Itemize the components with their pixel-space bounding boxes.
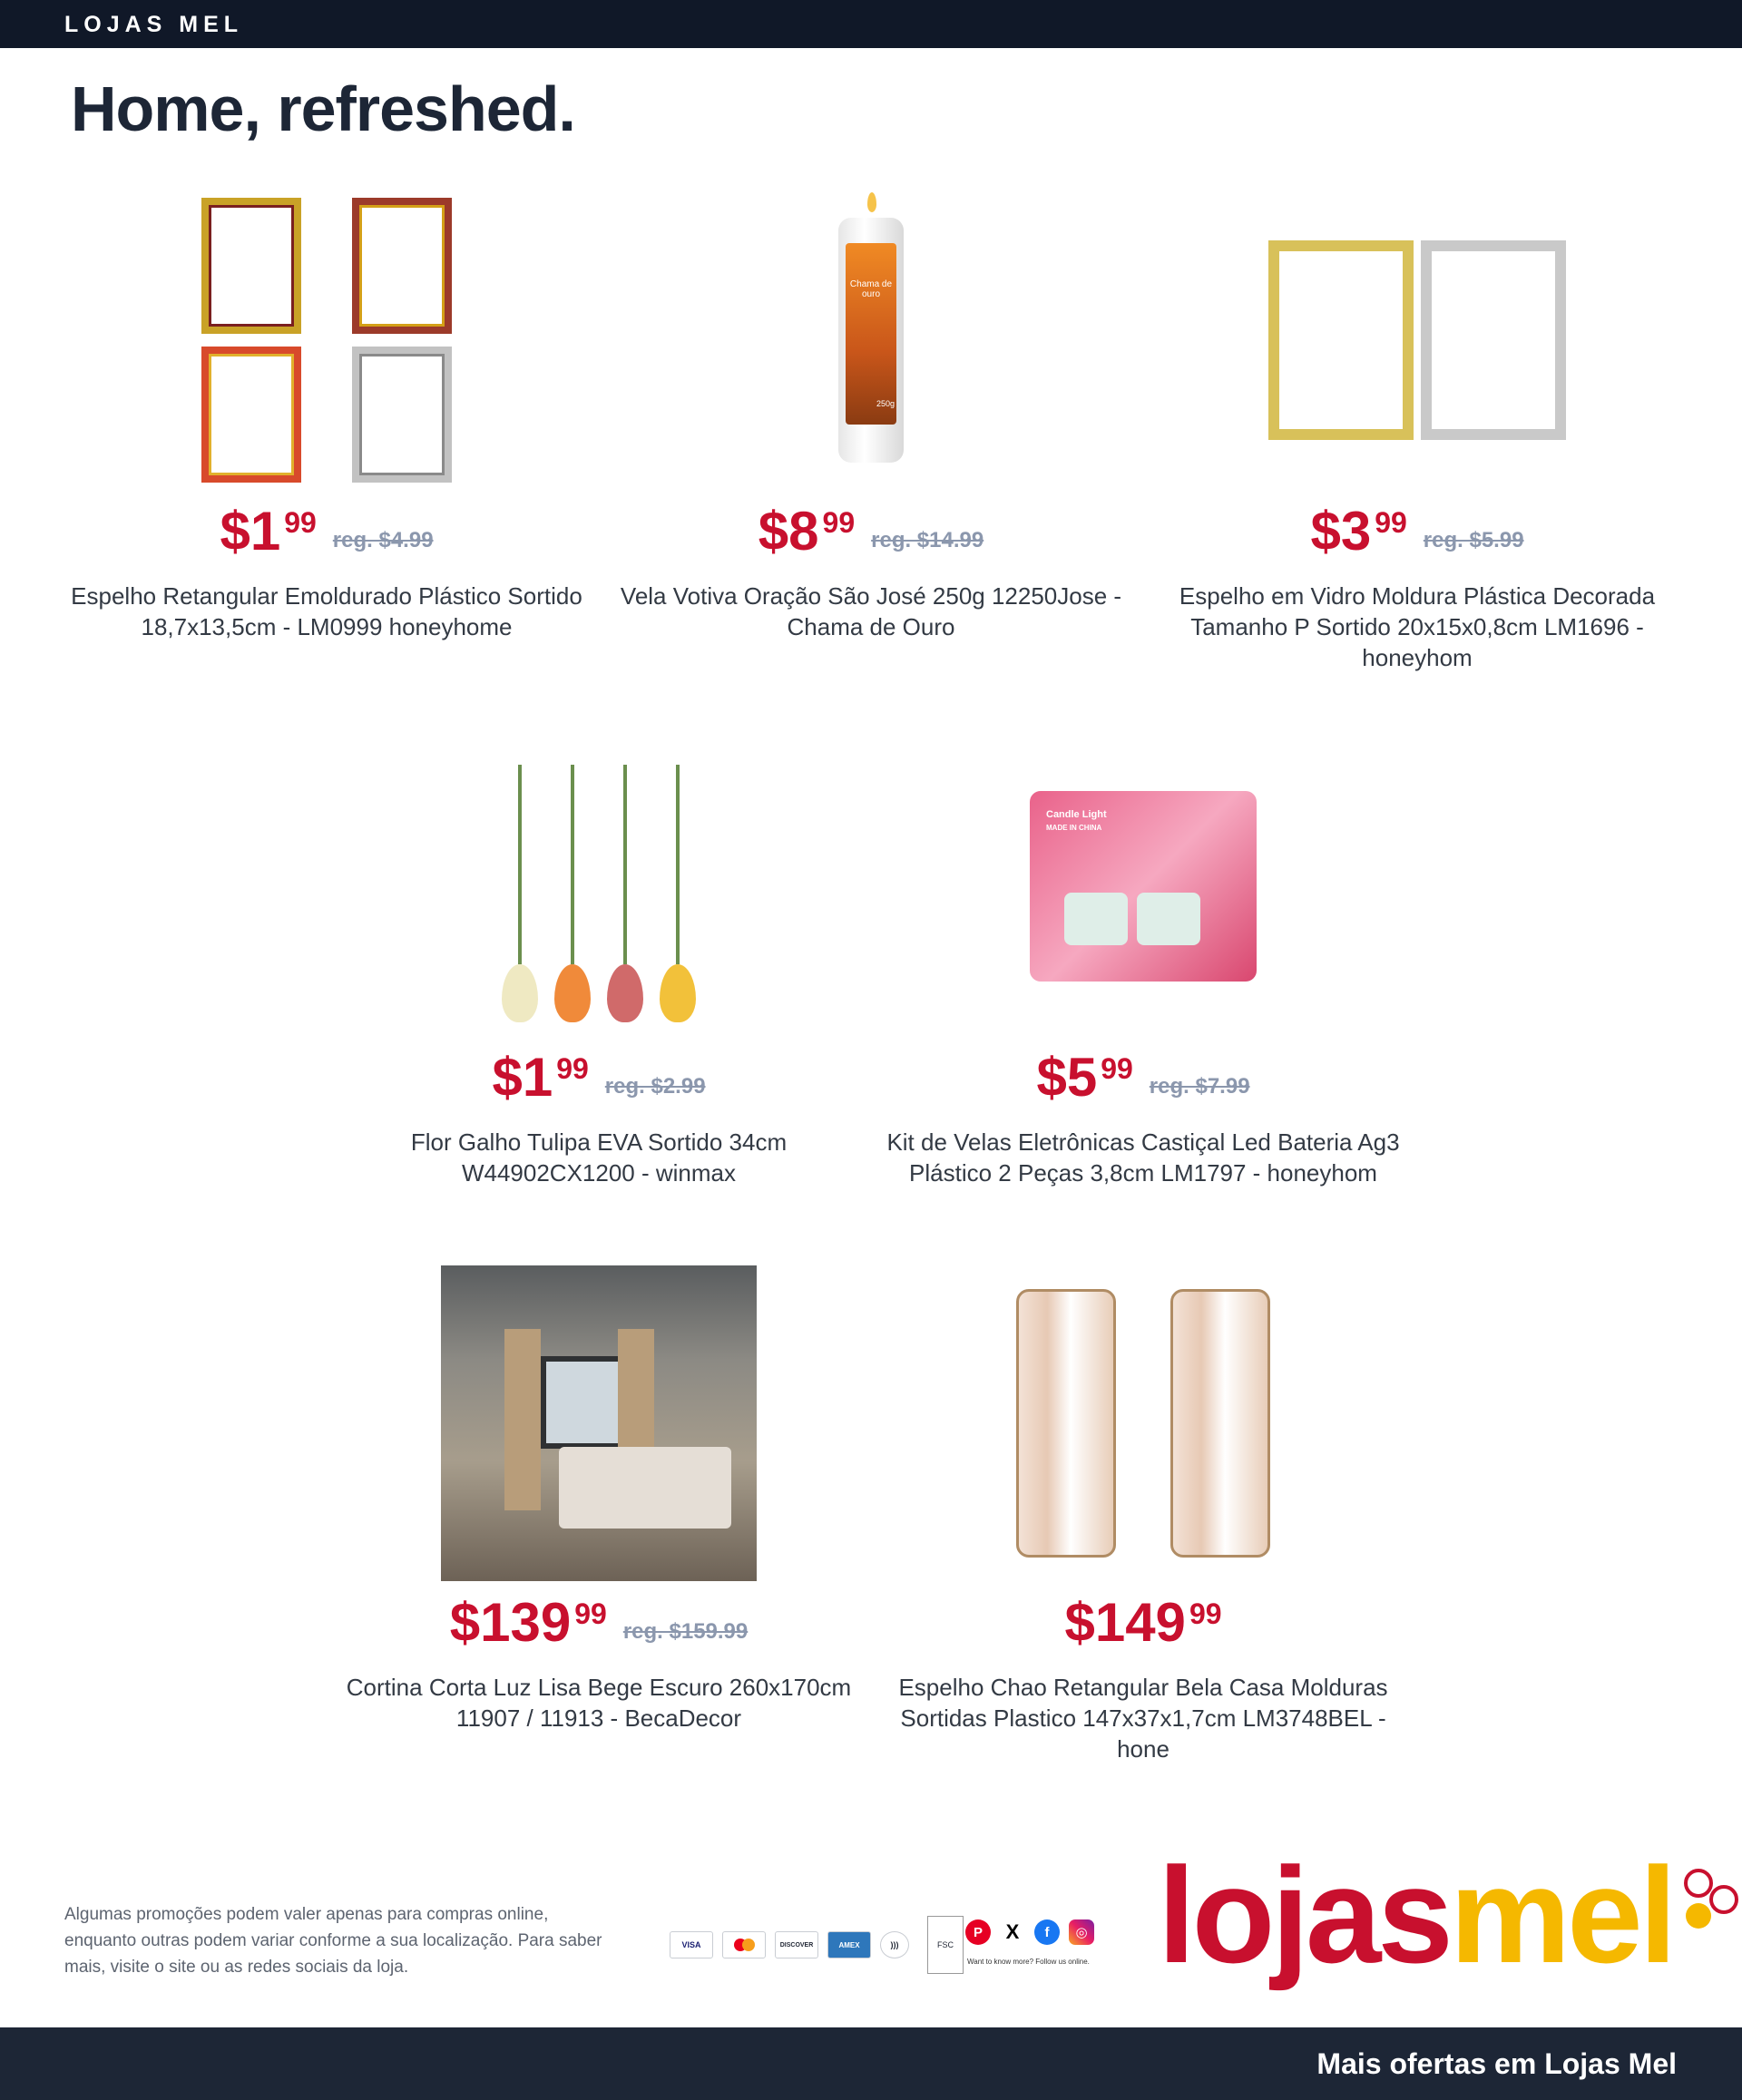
frame-gold <box>201 198 301 334</box>
frame-orange <box>201 347 301 483</box>
product-image[interactable] <box>1145 190 1689 490</box>
visa-icon: VISA <box>670 1931 713 1958</box>
product-name[interactable]: Espelho Retangular Emoldurado Plástico Sortido 18,7x13,5cm - LM0999 honeyhome <box>71 582 582 640</box>
sale-price: $139 99 <box>449 1592 607 1653</box>
led-candle-icon <box>1137 893 1200 945</box>
tulip-icon <box>660 964 696 1022</box>
sale-price: $5 99 <box>1036 1047 1133 1108</box>
regular-price: reg. $159.99 <box>622 1619 749 1644</box>
sale-price: $1 99 <box>220 501 317 562</box>
bedroom-photo <box>441 1265 757 1581</box>
sale-price: $1 99 <box>492 1047 589 1108</box>
sale-price: $8 99 <box>758 501 856 562</box>
regular-price: reg. $2.99 <box>604 1074 706 1099</box>
tulip-icon <box>502 964 538 1022</box>
mirror-icon <box>1170 1289 1270 1558</box>
facebook-icon[interactable]: f <box>1034 1919 1060 1945</box>
regular-price: reg. $7.99 <box>1149 1074 1250 1099</box>
mastercard-icon <box>722 1931 766 1958</box>
product-name[interactable]: Vela Votiva Oração São José 250g 12250Jose - Chama de Ouro <box>620 582 1122 640</box>
product-card[interactable] <box>871 1265 1415 1764</box>
top-bar <box>0 0 1742 48</box>
bottom-bar <box>0 2027 1742 2100</box>
candle-icon <box>838 218 904 463</box>
flame-icon <box>867 192 876 212</box>
discover-icon: DISCOVER <box>775 1931 818 1958</box>
product-card[interactable] <box>1145 190 1689 673</box>
tulip-icon <box>554 964 591 1022</box>
regular-price: reg. $14.99 <box>871 528 984 552</box>
page-title: Home, refreshed. <box>71 73 575 144</box>
product-card[interactable] <box>327 1265 871 1734</box>
product-image[interactable] <box>871 1265 1415 1581</box>
product-name[interactable]: Espelho em Vidro Moldura Plástica Decorada Tamanho P Sortido 20x15x0,8cm LM1696 - honeyhom <box>1179 582 1656 671</box>
product-name[interactable]: Flor Galho Tulipa EVA Sortido 34cm W44902CX1200 - winmax <box>410 1128 788 1187</box>
lojas-mel-logo[interactable]: lojas mel <box>1158 1847 1742 1983</box>
brand-name: LOJAS MEL <box>64 12 244 37</box>
led-candle-icon <box>1064 893 1128 945</box>
x-icon[interactable]: X <box>1000 1919 1025 1945</box>
sale-price: $3 99 <box>1310 501 1407 562</box>
product-card[interactable] <box>327 737 871 1188</box>
product-name[interactable]: Kit de Velas Eletrônicas Castiçal Led Bateria Ag3 Plástico 2 Peças 3,8cm LM1797 - honeyhom <box>886 1128 1400 1187</box>
amex-icon: AMEX <box>827 1931 871 1958</box>
candle-label-art: Chama de ouro 250g <box>846 243 896 425</box>
product-name[interactable]: Espelho Chao Retangular Bela Casa Molduras Sortidas Plastico 147x37x1,7cm LM3748BEL - hone <box>898 1674 1388 1763</box>
frame-red <box>352 198 452 334</box>
social-caption: Want to know more? Follow us online. <box>967 1958 1090 1966</box>
product-image[interactable] <box>54 190 599 490</box>
instagram-icon[interactable]: ◎ <box>1069 1919 1094 1945</box>
product-image[interactable] <box>871 737 1415 1036</box>
contactless-icon: ))) <box>880 1931 909 1958</box>
product-image[interactable] <box>327 737 871 1036</box>
tulip-icon <box>607 964 643 1022</box>
frame-silver <box>352 347 452 483</box>
product-card[interactable] <box>599 190 1143 642</box>
regular-price: reg. $4.99 <box>332 528 434 552</box>
frame-silver <box>1421 240 1566 440</box>
payment-methods <box>670 1916 964 1974</box>
honeycomb-icon <box>1678 1867 1742 1932</box>
mirror-icon <box>1016 1289 1116 1558</box>
frame-gold <box>1268 240 1414 440</box>
sale-price: $149 99 <box>1064 1592 1222 1653</box>
fsc-icon: FSC <box>927 1916 964 1974</box>
product-card[interactable] <box>54 190 599 642</box>
disclaimer-text: Algumas promoções podem valer apenas para compras online, enquanto outras podem variar conforme a sua localização. Para saber mais, visite o site ou as redes sociais da loja. <box>64 1905 602 1977</box>
more-offers-link[interactable]: Mais ofertas em Lojas Mel <box>1316 2047 1677 2080</box>
social-links <box>965 1919 1094 1945</box>
regular-price: reg. $5.99 <box>1423 528 1524 552</box>
product-card[interactable] <box>871 737 1415 1188</box>
pinterest-icon[interactable]: P <box>965 1919 991 1945</box>
product-image[interactable] <box>327 1265 871 1581</box>
candle-pack-image: Candle Light MADE IN CHINA <box>1030 791 1257 982</box>
product-name[interactable]: Cortina Corta Luz Lisa Bege Escuro 260x170cm 11907 / 11913 - BecaDecor <box>346 1674 852 1732</box>
product-image[interactable] <box>599 190 1143 490</box>
